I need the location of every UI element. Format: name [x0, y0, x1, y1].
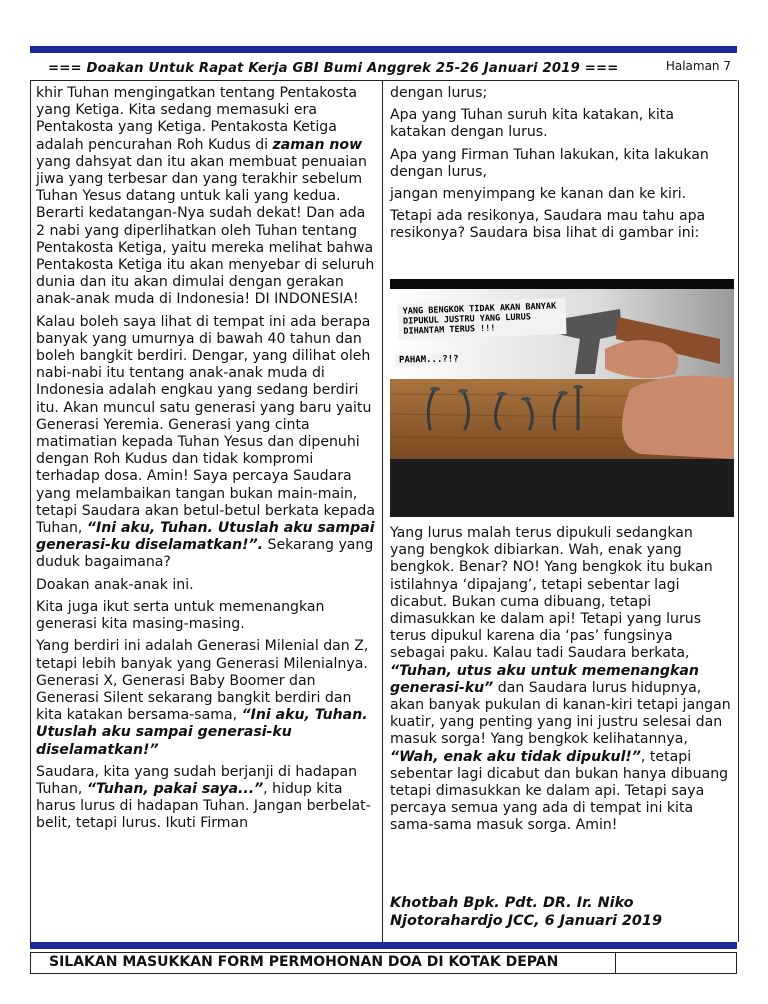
paragraph [390, 147, 732, 181]
paragraph [390, 208, 732, 242]
paragraph [390, 85, 732, 102]
emphasis-text: “Tuhan, utus aku untuk memenangkan generasi-ku” [390, 662, 699, 696]
paragraph-text: Kalau boleh saya lihat di tempat ini ada berapa banyak yang umurnya di bawah 40 tahun dan boleh bangkit berdiri. Dengar, yang dilihat oleh nabi-nabi itu tentang anak-anak muda di Indonesia adalah engkau yang sedang berdiri itu. Akan muncul satu generasi yang baru yaitu Generasi Yeremia. Generasi yang cinta matimatian kepada Tuhan Yesus dan dipenuhi dengan Roh Kudus dan tidak kompromi terhadap dosa. Amin! Saya percaya Saudara yang melambaikan tangan bukan main-main, tetapi Saudara akan betul-betul berkata kepada Tuhan, [36, 313, 375, 537]
paragraph-text: Yang lurus malah terus dipukuli sedangkan yang bengkok dibiarkan. Wah, enak yang bengkok. Benar? NO! Yang bengkok itu bukan istilahnya ‘dipajang’, tetapi sebentar lagi dicabut. Bukan cuma dibuang, tetapi dimasukkan ke dalam api! Tetapi yang lurus terus dipukul karena dia ‘pas’ fungsinya sebagai paku. Kalau tadi Saudara berkata, [390, 525, 713, 662]
paragraph [36, 764, 377, 833]
paragraph-text: Apa yang Tuhan suruh kita katakan, kita katakan dengan lurus. [390, 107, 674, 141]
paragraph-text: , tetapi sebentar lagi dicabut dan bukan hanya dibuang tetapi dimasukkan ke dalam api. Tetapi saya percaya semua yang ada di tempat ini kita sama-sama masuk sorga. Amin! [390, 748, 729, 834]
paragraph [390, 186, 732, 203]
column-divider [382, 80, 383, 942]
paragraph-text: Kita juga ikut serta untuk memenangkan generasi kita masing-masing. [36, 598, 325, 633]
paragraph-text: Doakan anak-anak ini. [36, 576, 194, 593]
paragraph [36, 314, 377, 572]
paragraph-text: dengan lurus; [390, 85, 488, 101]
footer-box [615, 952, 738, 974]
page-footer [30, 952, 737, 974]
paragraph [390, 525, 732, 835]
emphasis-text: “Ini aku, Tuhan. Utuslah aku sampai generasi-ku diselamatkan!”. [36, 520, 375, 554]
paragraph-text: yang dahsyat dan itu akan membuat penuaian jiwa yang terbesar dan yang terakhir sebelum Tuhan Yesus datang untuk kali yang kedua. Berarti kedatangan-Nya sudah dekat! Dan ada 2 nabi yang diperlihatkan oleh Tuhan tentang Pentakosta Ketiga, yaitu mereka melihat bahwa Pentakosta Ketiga itu akan menyebar di seluruh dunia dan itu akan dimulai dengan gerakan anak-anak muda di Indonesia! DI INDONESIA! [36, 153, 375, 308]
paragraph [36, 599, 377, 633]
paragraph [36, 85, 377, 309]
emphasis-text: “Tuhan, pakai saya...” [86, 780, 264, 797]
right-column-top [390, 85, 732, 248]
paragraph [36, 638, 377, 758]
paragraph-text: , hidup kita harus lurus di hadapan Tuhan. Jangan berbelat-belit, tetapi lurus. Ikuti Firman [36, 780, 371, 832]
paragraph-text: Sekarang yang duduk bagaimana? [36, 537, 374, 571]
emphasis-text: zaman now [272, 136, 363, 153]
paragraph-text: jangan menyimpang ke kanan dan ke kiri. [390, 186, 687, 203]
paragraph-text: Apa yang Firman Tuhan lakukan, kita lakukan dengan lurus, [390, 146, 709, 180]
bottom-accent-bar [30, 942, 737, 949]
paragraph [390, 107, 732, 141]
hammer-nails-image [390, 279, 734, 517]
paragraph-text: Tetapi ada resikonya, Saudara mau tahu apa resikonya? Saudara bisa lihat di gambar ini: [390, 208, 706, 242]
paragraph-text: khir Tuhan mengingatkan tentang Pentakosta yang Ketiga. Kita sedang memasuki era Pentakosta yang Ketiga. Pentakosta Ketiga adalah pencurahan Roh Kudus di [36, 85, 358, 153]
page-number: Halaman 7 [665, 59, 731, 73]
image-caption: YANG BENGKOK TIDAK AKAN BANYAK DIPUKUL JUSTRU YANG LURUS DIHANTAM TERUS !!! [397, 298, 566, 340]
paragraph-text: Saudara, kita yang sudah berjanji di hadapan Tuhan, [36, 763, 358, 797]
paragraph [36, 577, 377, 594]
footer-notice: SILAKAN MASUKKAN FORM PERMOHONAN DOA DI KOTAK DEPAN [49, 954, 559, 970]
top-accent-bar [30, 46, 737, 53]
image-caption-question: PAHAM...?!? [395, 353, 463, 366]
emphasis-text: “Ini aku, Tuhan. Utuslah aku sampai generasi-ku diselamatkan!” [36, 707, 368, 758]
paragraph-text: Yang berdiri ini adalah Generasi Milenial dan Z, tetapi lebih banyak yang Generasi Milenialnya. Generasi X, Generasi Baby Boomer dan Generasi Silent sekarang bangkit berdiri dan kita katakan bersama-sama, [36, 638, 369, 724]
sermon-credit: Khotbah Bpk. Pdt. DR. Ir. Niko Njotorahardjo JCC, 6 Januari 2019 [390, 895, 662, 929]
page-header [30, 58, 737, 81]
right-column-bottom [390, 525, 732, 840]
left-column [36, 85, 377, 838]
emphasis-text: “Wah, enak aku tidak dipukul!” [390, 748, 641, 765]
header-title: === Doakan Untuk Rapat Kerja GBI Bumi Anggrek 25-26 Januari 2019 === [48, 61, 619, 76]
paragraph-text: dan Saudara lurus hidupnya, akan banyak pukulan di kanan-kiri tetapi jangan kuatir, yang penting yang ini justru selesai dan masuk sorga! Yang bengkok kelihatannya, [390, 679, 731, 748]
